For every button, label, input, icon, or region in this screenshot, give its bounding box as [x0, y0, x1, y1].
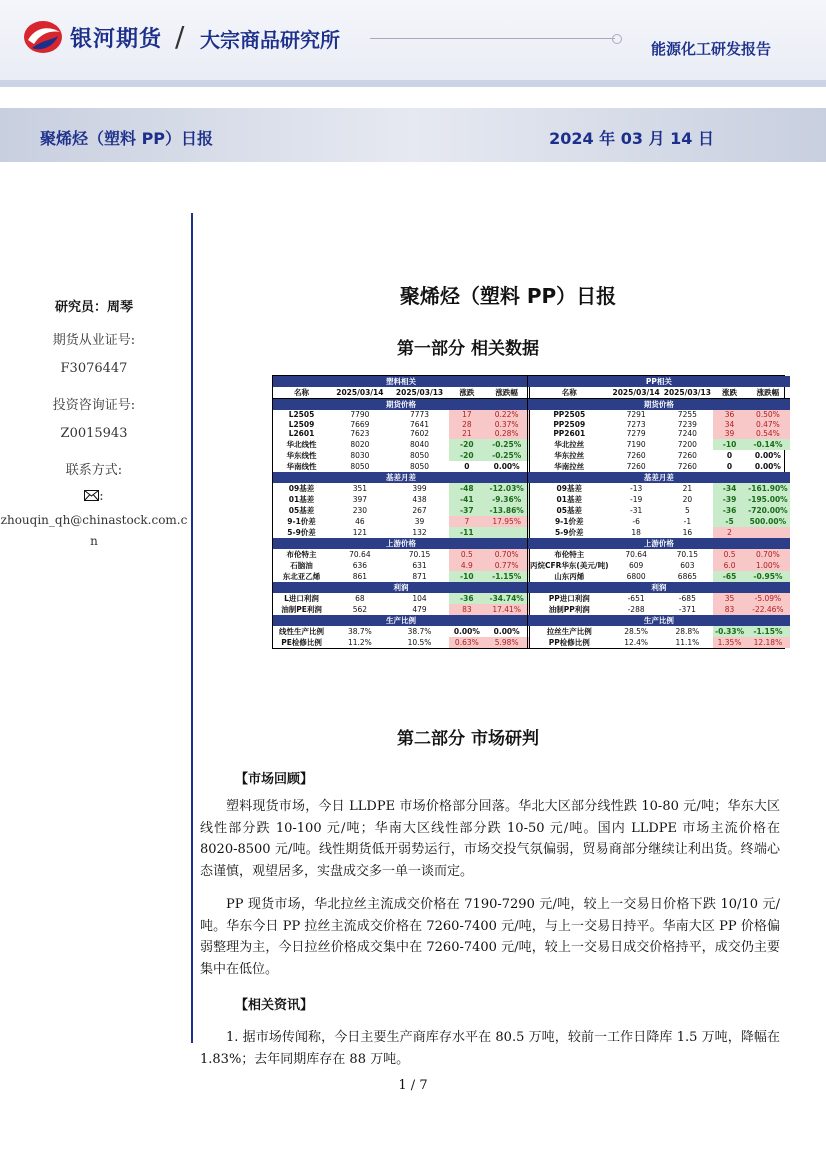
- pp-table-title: PP相关: [528, 376, 790, 387]
- plastic-table-grid: [273, 376, 529, 648]
- row-cell: -37: [449, 505, 484, 516]
- table-row: [273, 626, 529, 637]
- row-cell: -10: [449, 571, 484, 582]
- row-name: PP检修比例: [548, 637, 590, 647]
- consult-label: 投资咨询证号:: [52, 398, 136, 413]
- row-cell: 7255: [677, 410, 697, 420]
- row-cell: 36: [713, 410, 746, 420]
- table-row: [528, 410, 790, 420]
- row-cell: 7260: [677, 461, 697, 471]
- pp-table-grid: [528, 376, 790, 648]
- row-cell: -1: [683, 516, 692, 526]
- contact-label: 联系方式:: [65, 463, 123, 478]
- row-cell: 0.28%: [484, 429, 529, 439]
- row-cell: 28.5%: [624, 626, 649, 636]
- table-row: [528, 549, 790, 560]
- col-header: 涨跌幅: [746, 387, 790, 399]
- row-cell: 7641: [409, 419, 430, 429]
- row-cell: 46: [355, 516, 365, 526]
- row-cell: 0.63%: [449, 637, 484, 648]
- col-header: 2025/03/14: [612, 388, 660, 397]
- row-cell: -1.15%: [484, 571, 529, 582]
- table-row: [528, 505, 790, 516]
- row-cell: 636: [352, 560, 368, 570]
- table-row: [273, 516, 529, 527]
- row-name: 线性生产比例: [279, 626, 325, 636]
- section-header: [273, 615, 529, 626]
- section-header: [528, 582, 790, 593]
- row-name: 05基差: [556, 505, 582, 515]
- row-cell: -36: [713, 505, 746, 516]
- row-cell: 8050: [350, 461, 370, 471]
- row-name: 5-9价差: [554, 527, 584, 537]
- row-cell: 0.22%: [484, 410, 529, 420]
- row-cell: 0.00%: [453, 626, 480, 636]
- row-cell: 0.00%: [754, 461, 781, 471]
- table-row: [528, 593, 790, 604]
- row-cell: 500.00%: [746, 516, 790, 527]
- row-name: 丙烷CFR华东(美元/吨): [530, 560, 609, 570]
- row-cell: -20: [449, 450, 484, 461]
- section-title: 上游价格: [528, 538, 790, 549]
- page-title: 聚烯烃（塑料 PP）日报: [399, 284, 617, 308]
- row-name: 石脑油: [290, 560, 313, 570]
- row-cell: 70.15: [676, 549, 699, 559]
- brand-name: 银河期货: [70, 27, 163, 52]
- col-header: 2025/03/14: [330, 387, 390, 399]
- license-label: 期货从业证号:: [52, 333, 136, 348]
- row-cell: 28: [449, 420, 484, 430]
- row-cell: 83: [449, 604, 484, 615]
- row-cell: 438: [412, 494, 427, 504]
- table-row: [528, 571, 790, 582]
- row-cell: -9.36%: [484, 494, 529, 505]
- row-name: 布伦特主: [554, 549, 585, 559]
- row-cell: 7279: [626, 429, 646, 439]
- table-row: [273, 560, 529, 571]
- row-cell: 7291: [626, 410, 646, 420]
- table-row: [528, 604, 790, 615]
- row-cell: 16: [682, 527, 693, 537]
- row-cell: 8030: [350, 450, 370, 460]
- row-name: 9-1价差: [287, 516, 316, 526]
- row-cell: -685: [678, 593, 696, 603]
- row-cell: 871: [412, 571, 427, 581]
- row-cell: 7260: [677, 450, 697, 460]
- mail-colon: :: [99, 489, 104, 504]
- row-cell: 7: [449, 516, 484, 527]
- row-name: 9-1价差: [554, 516, 584, 526]
- row-cell: -0.25%: [484, 439, 529, 450]
- row-cell: 0.00%: [754, 450, 781, 460]
- row-cell: 7623: [350, 429, 370, 439]
- row-cell: 70.64: [625, 549, 647, 559]
- row-cell: -11: [449, 527, 484, 538]
- row-cell: 0.70%: [746, 549, 790, 560]
- email-line-1[interactable]: zhouqin_qh@chinastock.com.c: [0, 513, 188, 527]
- row-cell: 8050: [409, 461, 430, 471]
- row-cell: 0: [726, 461, 733, 471]
- row-cell: -720.00%: [748, 505, 788, 515]
- row-cell: 21: [682, 483, 693, 493]
- row-cell: 0.5: [713, 549, 746, 560]
- table-row: [528, 637, 790, 648]
- row-cell: 132: [412, 527, 427, 537]
- row-cell: [484, 527, 529, 538]
- section-title: 生产比例: [273, 615, 529, 626]
- mail-icon: [84, 490, 99, 501]
- row-cell: 351: [352, 483, 368, 493]
- row-cell: 267: [412, 505, 427, 515]
- row-cell: 34: [713, 420, 746, 430]
- row-cell: 479: [412, 604, 427, 614]
- section-title: 期货价格: [273, 399, 529, 411]
- row-cell: 38.7%: [347, 626, 372, 636]
- row-cell: -65: [713, 571, 746, 582]
- row-cell: 39: [713, 429, 746, 439]
- row-cell: 4.9: [449, 560, 484, 571]
- row-name: L进口利润: [284, 593, 319, 603]
- table-row: [528, 439, 790, 450]
- row-cell: 5: [684, 505, 690, 515]
- row-cell: 11.2%: [347, 637, 372, 647]
- row-cell: 8040: [409, 439, 430, 449]
- section-title: 生产比例: [528, 615, 790, 626]
- row-cell: 10.5%: [407, 637, 432, 647]
- row-cell: 38.7%: [407, 626, 432, 636]
- section-header: [273, 399, 529, 411]
- header-divider: /: [175, 20, 185, 53]
- row-name: 01基差: [288, 494, 315, 504]
- row-cell: 5.98%: [484, 637, 529, 648]
- col-header: 名称: [528, 387, 611, 399]
- row-cell: -20: [449, 439, 484, 450]
- row-cell: -12.03%: [484, 483, 529, 494]
- part2-heading: 第二部分 市场研判: [397, 729, 539, 749]
- row-name: 华南拉丝: [554, 461, 585, 471]
- row-cell: -13.86%: [484, 505, 529, 516]
- row-cell: 397: [352, 494, 368, 504]
- row-cell: -36: [449, 593, 484, 604]
- row-cell: -6: [632, 516, 640, 526]
- row-cell: [746, 527, 790, 538]
- row-cell: 70.64: [349, 549, 371, 559]
- table-row: [273, 429, 529, 439]
- row-cell: 7602: [409, 429, 430, 439]
- table-row: [273, 593, 529, 604]
- row-cell: 12.18%: [746, 637, 790, 648]
- title-band: [0, 108, 826, 162]
- band-title: 聚烯烃（塑料 PP）日报: [40, 129, 214, 148]
- row-cell: 7790: [350, 410, 370, 420]
- row-cell: 0.70%: [484, 549, 529, 560]
- section-header: [528, 472, 790, 483]
- table-row: [528, 626, 790, 637]
- row-cell: -0.95%: [746, 571, 790, 582]
- row-cell: -288: [627, 604, 645, 614]
- row-cell: 68: [355, 593, 365, 603]
- table-row: [273, 483, 529, 494]
- row-cell: 230: [352, 505, 368, 515]
- row-cell: 0.00%: [493, 626, 520, 636]
- report-type: 能源化工研发报告: [650, 40, 771, 58]
- table-row: [528, 420, 790, 430]
- row-cell: 603: [680, 560, 695, 570]
- page-number: 1 / 7: [398, 1078, 428, 1093]
- row-cell: 70.15: [408, 549, 431, 559]
- header-stripe: [0, 80, 826, 87]
- row-name: L2505: [288, 410, 315, 420]
- row-name: 油制PE利润: [281, 604, 322, 614]
- row-cell: 104: [412, 593, 427, 603]
- row-cell: 21: [449, 429, 484, 439]
- email-line-2[interactable]: n: [90, 534, 98, 548]
- row-name: 01基差: [556, 494, 582, 504]
- table-row: [273, 549, 529, 560]
- row-name: 09基差: [556, 483, 582, 493]
- row-cell: -39: [713, 494, 746, 505]
- table-row: [528, 483, 790, 494]
- row-cell: 7273: [626, 419, 646, 429]
- row-cell: 121: [352, 527, 368, 537]
- row-cell: 1.35%: [713, 637, 746, 648]
- section-header: [273, 538, 529, 549]
- table-row: [528, 560, 790, 571]
- row-cell: 18: [631, 527, 641, 537]
- header-rule: [370, 38, 615, 39]
- col-header: 2025/03/13: [663, 388, 711, 397]
- row-cell: 8020: [350, 439, 370, 449]
- row-cell: 2: [713, 527, 746, 538]
- table-row: [273, 505, 529, 516]
- col-header: 2025/03/13: [390, 387, 450, 399]
- section-title: 利润: [273, 582, 529, 593]
- row-cell: 0: [464, 461, 470, 471]
- row-cell: 0.77%: [484, 560, 529, 571]
- table-row: [528, 461, 790, 472]
- row-cell: -0.25%: [484, 450, 529, 461]
- table-row: [528, 429, 790, 439]
- header-rule-dot: [612, 34, 622, 44]
- table-row: [273, 571, 529, 582]
- row-cell: 6.0: [713, 560, 746, 571]
- news-heading: 【相关资讯】: [235, 998, 314, 1013]
- row-cell: 861: [352, 571, 368, 581]
- section-title: 期货价格: [528, 399, 790, 411]
- section-header: [528, 399, 790, 411]
- row-cell: 7240: [677, 429, 697, 439]
- license-number: F3076447: [60, 361, 128, 376]
- table-row: [273, 527, 529, 538]
- row-name: 华东拉丝: [554, 450, 585, 460]
- row-cell: 6865: [677, 571, 697, 581]
- band-date: 2024 年 03 月 14 日: [549, 129, 714, 148]
- row-cell: 0.5: [449, 549, 484, 560]
- row-cell: 7669: [350, 419, 370, 429]
- row-name: L2509: [288, 419, 315, 429]
- table-row: [273, 494, 529, 505]
- plastic-table: [272, 375, 530, 649]
- row-name: 华南线性: [286, 461, 317, 471]
- section-header: [273, 582, 529, 593]
- row-cell: -0.33%: [714, 626, 745, 636]
- row-name: 华东线性: [286, 450, 317, 460]
- row-cell: 8050: [409, 450, 430, 460]
- row-cell: -22.46%: [746, 604, 790, 615]
- row-cell: 17: [449, 410, 484, 420]
- review-heading: 【市场回顾】: [235, 772, 314, 787]
- table-row: [273, 420, 529, 430]
- row-cell: 7239: [677, 419, 697, 429]
- table-row: [528, 527, 790, 538]
- row-name: PP2509: [553, 419, 586, 429]
- row-cell: -651: [627, 593, 645, 603]
- table-row: [273, 410, 529, 420]
- row-name: 油制PP利润: [548, 604, 590, 614]
- news-paragraph-1: 1. 据市场传闻称，今日主要生产商库存水平在 80.5 万吨，较前一工作日降库 1.5 万吨，降幅在 1.83%；去年同期库存在 88 万吨。: [200, 1030, 780, 1067]
- row-cell: 17.41%: [484, 604, 529, 615]
- row-cell: -5.09%: [746, 593, 790, 604]
- row-cell: -41: [449, 494, 484, 505]
- row-cell: 631: [412, 560, 427, 570]
- col-header: 涨跌: [713, 387, 746, 399]
- row-cell: 35: [713, 593, 746, 604]
- row-cell: 7773: [409, 410, 430, 420]
- plastic-table-title: 塑料相关: [273, 376, 529, 387]
- row-cell: -0.14%: [746, 439, 790, 450]
- row-cell: 609: [628, 560, 644, 570]
- table-row: [273, 450, 529, 461]
- row-cell: -10: [713, 439, 746, 450]
- row-cell: 6800: [626, 571, 646, 581]
- row-cell: 0: [726, 450, 733, 460]
- row-cell: -13: [629, 483, 643, 493]
- row-cell: -34: [713, 483, 746, 494]
- row-cell: 28.8%: [675, 626, 700, 636]
- row-name: 布伦特主: [286, 549, 317, 559]
- section-header: [273, 472, 529, 483]
- researcher-name: 研究员：周琴: [54, 300, 133, 315]
- mail-row: [0, 489, 188, 504]
- row-name: 东北亚乙烯: [282, 571, 321, 581]
- plastic-table-body: [273, 399, 529, 648]
- row-name: PP2505: [553, 410, 586, 420]
- row-cell: 7260: [626, 450, 646, 460]
- row-name: 华北线性: [286, 439, 317, 449]
- row-cell: 7260: [626, 461, 646, 471]
- table-row: [273, 439, 529, 450]
- pp-table: [527, 375, 788, 649]
- col-header: 涨跌: [449, 387, 484, 399]
- institute-name: 大宗商品研究所: [200, 28, 340, 52]
- table-row: [273, 637, 529, 648]
- row-name: PE检修比例: [281, 637, 322, 647]
- row-cell: 7190: [626, 439, 646, 449]
- row-cell: 0.54%: [746, 429, 790, 439]
- part1-heading: 第一部分 相关数据: [397, 339, 539, 359]
- row-cell: -34.74%: [484, 593, 529, 604]
- row-cell: 0.50%: [746, 410, 790, 420]
- row-cell: -5: [713, 516, 746, 527]
- company-logo-icon: [22, 18, 64, 56]
- row-name: 山东丙烯: [554, 571, 585, 581]
- section-title: 基差月差: [273, 472, 529, 483]
- row-cell: 11.1%: [675, 637, 700, 647]
- table-row: [528, 450, 790, 461]
- row-cell: 0.47%: [746, 420, 790, 430]
- review-paragraph-1: 塑料现货市场，今日 LLDPE 市场价格部分回落。华北大区部分线性跌 10-80 元/吨；华东大区线性部分跌 10-100 元/吨；华南大区线性部分跌 10-50 元/吨。国内 LLDPE 市场主流价格在 8020-8500 元/吨。线性期货低开弱势运行，市场交投气氛偏弱，贸易商部分继续让利出货。终端心态谨慎，观望居多，实盘成交多一单一谈而定。: [200, 799, 780, 879]
- row-cell: -31: [629, 505, 643, 515]
- section-header: [528, 615, 790, 626]
- row-name: PP2601: [553, 429, 586, 439]
- section-title: 上游价格: [273, 538, 529, 549]
- row-name: 5-9价差: [287, 527, 316, 537]
- row-cell: 0.37%: [484, 420, 529, 430]
- row-cell: 20: [682, 494, 693, 504]
- section-title: 基差月差: [528, 472, 790, 483]
- row-cell: 17.95%: [484, 516, 529, 527]
- table-row: [528, 494, 790, 505]
- row-cell: -19: [629, 494, 643, 504]
- row-cell: -1.15%: [746, 626, 790, 637]
- row-cell: -195.00%: [748, 494, 788, 504]
- row-cell: 399: [412, 483, 427, 493]
- row-name: 拉丝生产比例: [546, 626, 592, 636]
- row-cell: 562: [352, 604, 368, 614]
- row-cell: 0.00%: [493, 461, 520, 471]
- consult-number: Z0015943: [60, 426, 128, 441]
- table-row: [273, 461, 529, 472]
- section-header: [528, 538, 790, 549]
- row-cell: -371: [678, 604, 696, 614]
- section-title: 利润: [528, 582, 790, 593]
- col-header: 涨跌幅: [484, 387, 529, 399]
- row-name: PP进口利润: [548, 593, 590, 603]
- row-name: 09基差: [288, 483, 315, 493]
- page-header: [0, 0, 826, 85]
- pp-table-body: [528, 399, 790, 648]
- col-header: 名称: [273, 387, 330, 399]
- row-cell: 39: [414, 516, 425, 526]
- row-cell: -161.90%: [748, 483, 788, 493]
- table-row: [528, 516, 790, 527]
- row-name: 05基差: [288, 505, 315, 515]
- row-cell: 1.00%: [746, 560, 790, 571]
- row-name: 华北拉丝: [554, 439, 585, 449]
- row-cell: 83: [713, 604, 746, 615]
- row-name: L2601: [288, 429, 315, 439]
- review-paragraph-2: PP 现货市场，华北拉丝主流成交价格在 7190-7290 元/吨，较上一交易日价格下跌 10/10 元/吨。华东今日 PP 拉丝主流成交价格在 7260-7400 元/吨，与上一交易日持平。华南大区 PP 价格偏弱整理为主，今日拉丝价格成交集中在 7260-7400 元/吨，较上一交易日成交价格持平，成交仍主要集中在低位。: [200, 897, 780, 977]
- row-cell: -48: [449, 483, 484, 494]
- row-cell: 7200: [677, 439, 697, 449]
- row-cell: 12.4%: [624, 637, 649, 647]
- table-row: [273, 604, 529, 615]
